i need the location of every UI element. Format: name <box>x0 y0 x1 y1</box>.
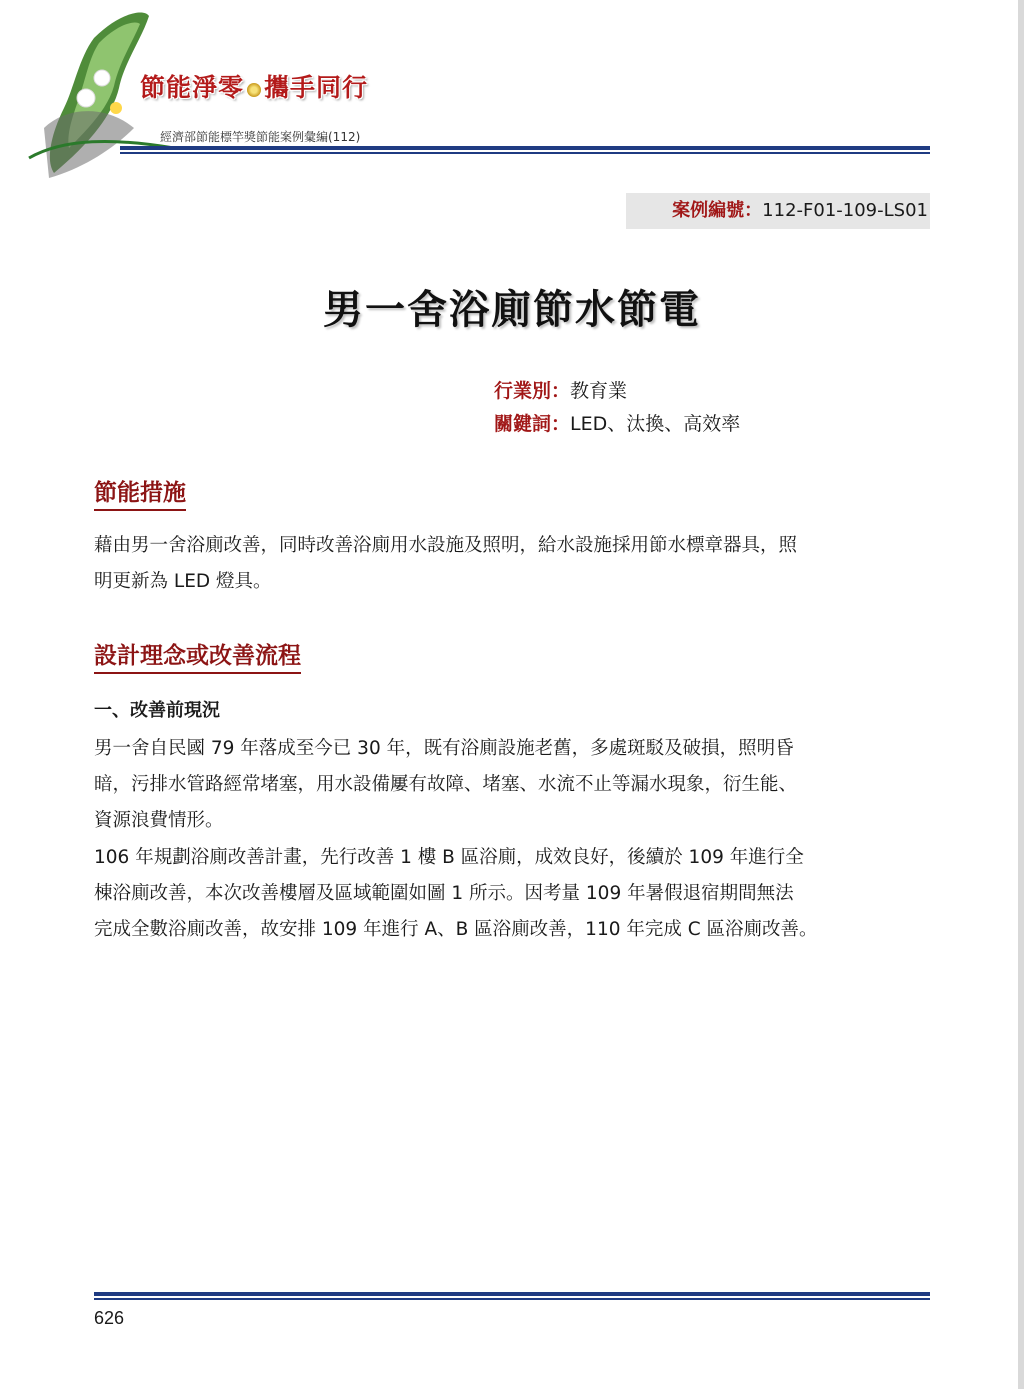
paragraph-line: 明更新為 LED 燈具。 <box>94 571 272 592</box>
brand-title <box>140 68 368 104</box>
header-rule-thin <box>120 152 930 154</box>
page-title: 男一舍浴廁節水節電 <box>323 287 701 333</box>
brand-left-text: 節能淨零 <box>140 73 245 102</box>
header-subtitle: 經濟部節能標竿獎節能案例彙編(112) <box>160 130 361 144</box>
paragraph-line: 暗，污排水管路經常堵塞，用水設備屢有故障、堵塞、水流不止等漏水現象，衍生能、 <box>94 774 798 795</box>
case-number-value: 112-F01-109-LS01 <box>762 200 928 221</box>
header-rule-thick <box>120 146 930 150</box>
paragraph-line: 棟浴廁改善，本次改善樓層及區域範圍如圖 1 所示。因考量 109 年暑假退宿期間無法 <box>94 883 794 904</box>
flower-icon <box>247 83 261 97</box>
footer-rule-thick <box>94 1292 930 1296</box>
keywords-row <box>494 409 740 436</box>
keywords-label: 關鍵詞： <box>494 413 571 435</box>
status-paragraph-1 <box>94 731 934 839</box>
paragraph-line: 男一舍自民國 79 年落成至今已 30 年，既有浴廁設施老舊，多處斑駁及破損，照明昏 <box>94 738 794 759</box>
paragraph-line: 藉由男一舍浴廁改善，同時改善浴廁用水設施及照明，給水設施採用節水標章器具，照 <box>94 535 798 556</box>
section-heading-design: 設計理念或改善流程 <box>94 637 301 674</box>
brand-right-text: 攜手同行 <box>264 73 369 102</box>
industry-value: 教育業 <box>570 380 628 402</box>
page-edge <box>1018 0 1024 1389</box>
page-number: 626 <box>94 1308 125 1328</box>
paragraph-line: 完成全數浴廁改善，故安排 109 年進行 A、B 區浴廁改善，110 年完成 C 區浴廁改善。 <box>94 919 818 940</box>
paragraph-line: 106 年規劃浴廁改善計畫，先行改善 1 樓 B 區浴廁，成效良好，後續於 109 年進行全 <box>94 847 804 868</box>
paragraph-line: 資源浪費情形。 <box>94 810 224 831</box>
case-number-box <box>626 193 930 229</box>
industry-label: 行業別： <box>494 380 571 402</box>
section-heading-measures: 節能措施 <box>94 474 186 511</box>
status-paragraph-2 <box>94 840 934 948</box>
subheading-before-status: 一、改善前現況 <box>94 700 220 721</box>
case-number-label: 案例編號： <box>672 200 763 221</box>
measures-paragraph <box>94 528 934 600</box>
keywords-value: LED、汰換、高效率 <box>570 413 741 435</box>
footer-rule-thin <box>94 1298 930 1300</box>
industry-row <box>494 376 627 403</box>
